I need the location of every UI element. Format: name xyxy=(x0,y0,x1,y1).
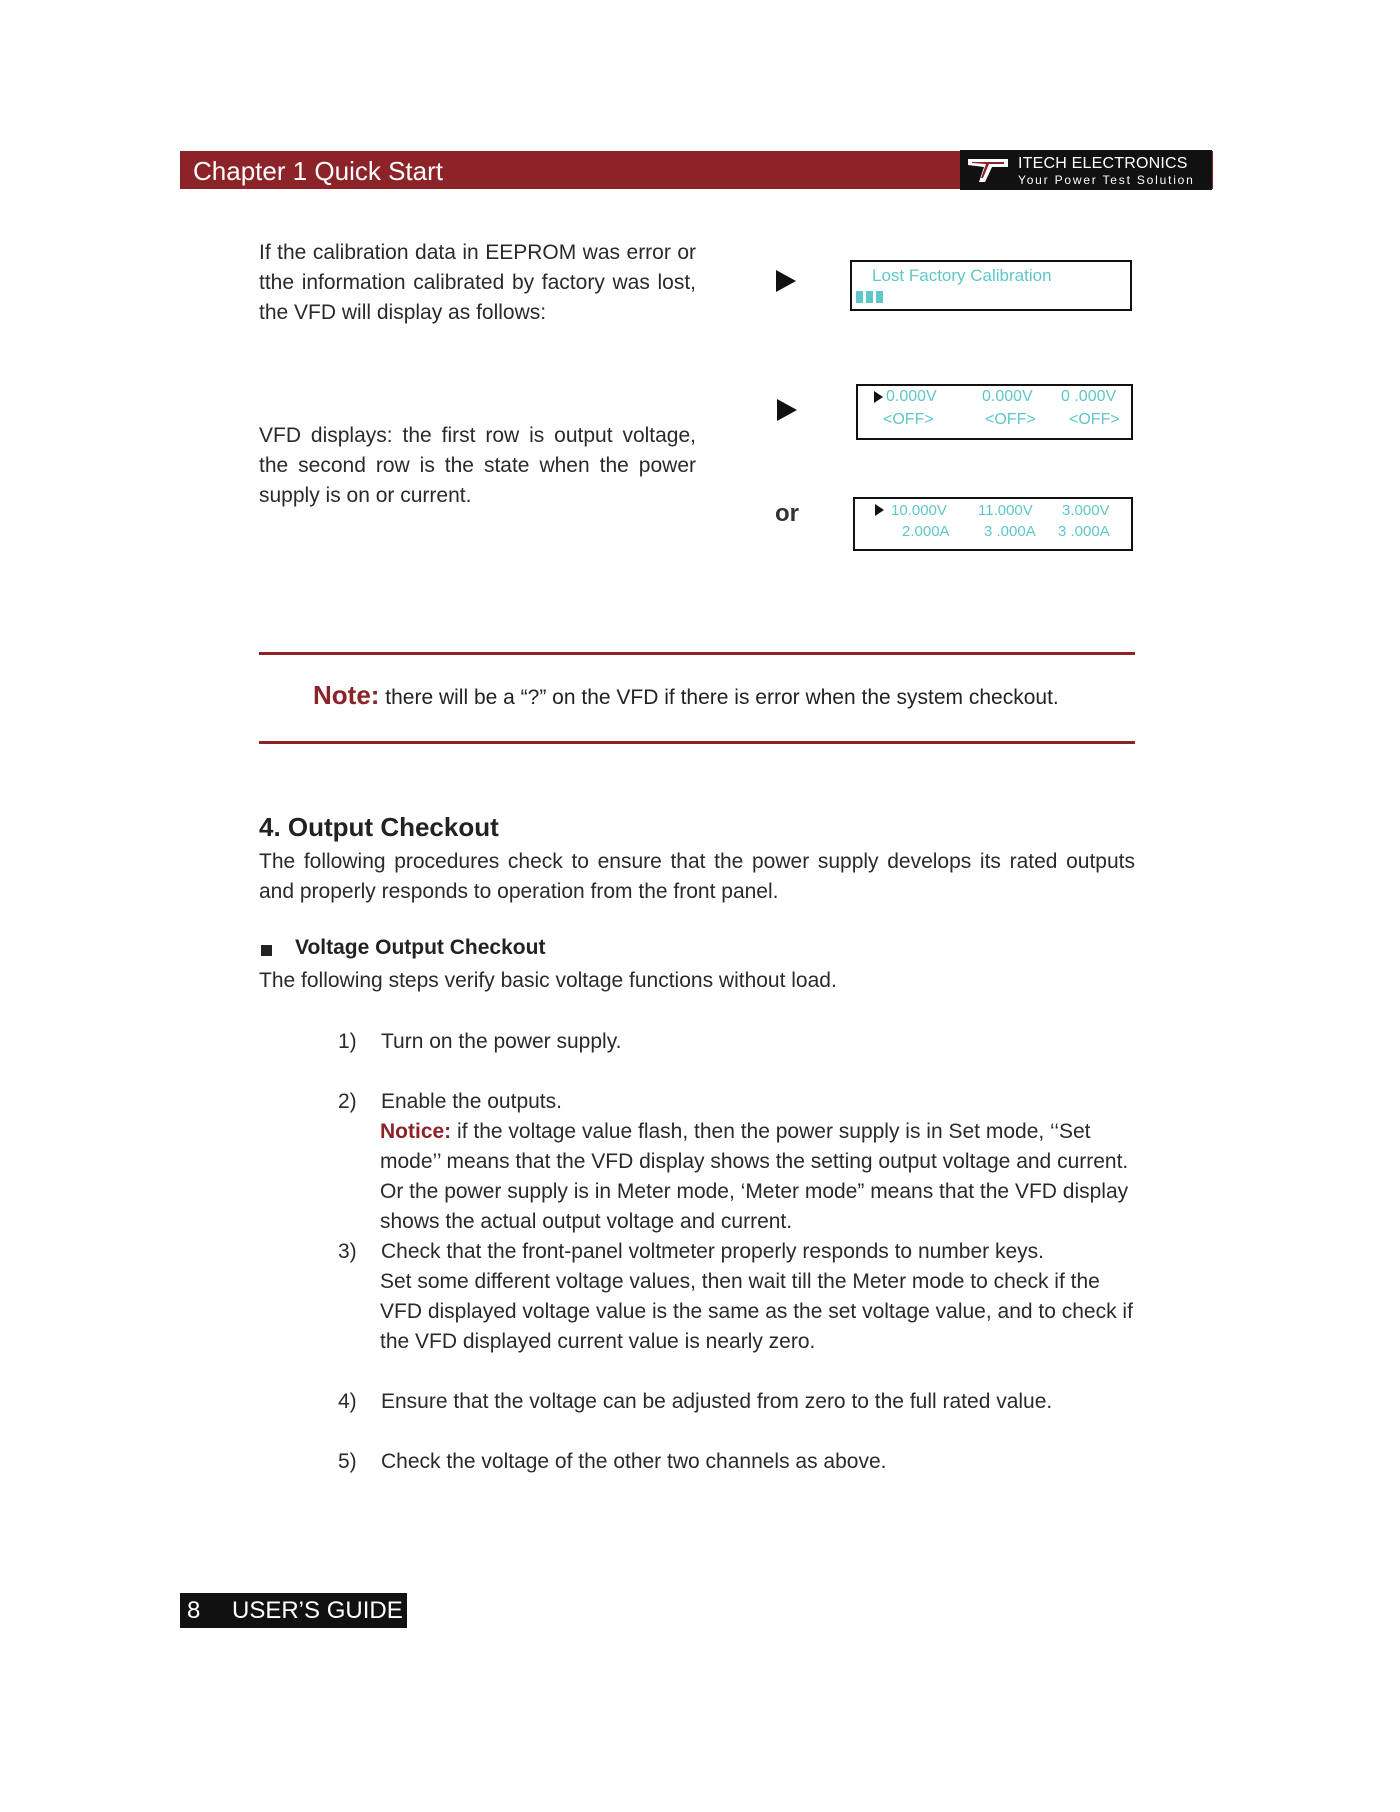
vfd-cell: <OFF> xyxy=(1069,411,1120,428)
logo-slogan: Your Power Test Solution xyxy=(1018,173,1195,187)
vfd-cell: 0.000V xyxy=(982,388,1033,405)
vfd-lost-calibration-display xyxy=(850,260,1132,311)
step-text: Turn on the power supply. xyxy=(381,1030,622,1053)
step-number: 2) xyxy=(338,1090,357,1113)
logo-company-name: ITECH ELECTRONICS xyxy=(1018,155,1188,172)
step-detail: Set some different voltage values, then wait till the Meter mode to check if the VFD displayed voltage value is the same as the set voltage value, and to check if the VFD displayed current value is nearly zero. xyxy=(380,1270,1133,1353)
vfd-cursor-bars-icon xyxy=(856,289,896,301)
arrow-right-icon xyxy=(776,270,796,292)
page-footer xyxy=(180,1593,407,1628)
note-label: Note: xyxy=(313,680,380,710)
step-number: 3) xyxy=(338,1240,357,1263)
square-bullet-icon xyxy=(261,945,272,956)
step-number: 1) xyxy=(338,1030,357,1053)
step-text: Enable the outputs. xyxy=(381,1090,562,1113)
vfd-cell: 0 .000V xyxy=(1061,388,1117,405)
calibration-error-paragraph: If the calibration data in EEPROM was error or tthe information calibrated by factory was lost, the VFD will display as follows: xyxy=(259,241,696,324)
section-intro-paragraph: The following procedures check to ensure that the power supply develops its rated outputs and properly responds to operation from the front panel. xyxy=(259,850,1135,903)
vfd-cell: 3 .000A xyxy=(1058,523,1110,540)
vfd-cell: 2.000A xyxy=(902,523,950,540)
step-text: Check that the front-panel voltmeter properly responds to number keys. xyxy=(381,1240,1044,1263)
vfd-cell: 10.000V xyxy=(891,502,947,519)
itech-logo-icon xyxy=(966,156,1010,184)
step-number: 5) xyxy=(338,1450,357,1473)
note-divider-top xyxy=(259,652,1135,655)
vfd-description-paragraph: VFD displays: the first row is output voltage, the second row is the state when the power supply is on or current. xyxy=(259,424,696,507)
vfd-cell: 3.000V xyxy=(1062,502,1110,519)
subsection-intro: The following steps verify basic voltage functions without load. xyxy=(259,969,837,992)
notice-label: Notice: xyxy=(380,1120,452,1143)
page-number: 8 xyxy=(187,1597,201,1624)
note-line xyxy=(313,680,1059,713)
vfd-cell: 11.000V xyxy=(978,502,1033,519)
footer-title: USER’S GUIDE xyxy=(232,1597,403,1624)
vfd-cell: <OFF> xyxy=(985,411,1036,428)
note-divider-bottom xyxy=(259,741,1135,744)
vfd-lost-calibration-message: Lost Factory Calibration xyxy=(872,266,1052,285)
channel-selector-icon xyxy=(875,504,884,516)
arrow-right-icon xyxy=(777,399,797,421)
step-number: 4) xyxy=(338,1390,357,1413)
step-text: Check the voltage of the other two channels as above. xyxy=(381,1450,887,1473)
step-notice xyxy=(380,1117,1140,1237)
vfd-cell: 3 .000A xyxy=(984,523,1036,540)
subsection-title: Voltage Output Checkout xyxy=(295,936,546,959)
channel-selector-icon xyxy=(874,391,883,403)
vfd-off-state-display xyxy=(856,384,1133,440)
vfd-cell: <OFF> xyxy=(883,411,934,428)
note-text: there will be a “?” on the VFD if there is error when the system checkout. xyxy=(385,686,1059,709)
notice-text: if the voltage value flash, then the power supply is in Set mode, ‘‘Set mode’’ means that the VFD display shows the setting output voltage and current. Or the power supply is in Meter mode, ‘Meter mode” means that the VFD display shows the actual output voltage and current. xyxy=(380,1120,1129,1233)
itech-logo xyxy=(960,150,1212,190)
vfd-current-display xyxy=(853,497,1133,551)
vfd-cell: 0.000V xyxy=(886,388,937,405)
step-text: Ensure that the voltage can be adjusted from zero to the full rated value. xyxy=(381,1390,1053,1413)
section-title: 4. Output Checkout xyxy=(259,812,499,842)
or-label: or xyxy=(775,500,799,527)
chapter-title: Chapter 1 Quick Start xyxy=(193,156,443,186)
